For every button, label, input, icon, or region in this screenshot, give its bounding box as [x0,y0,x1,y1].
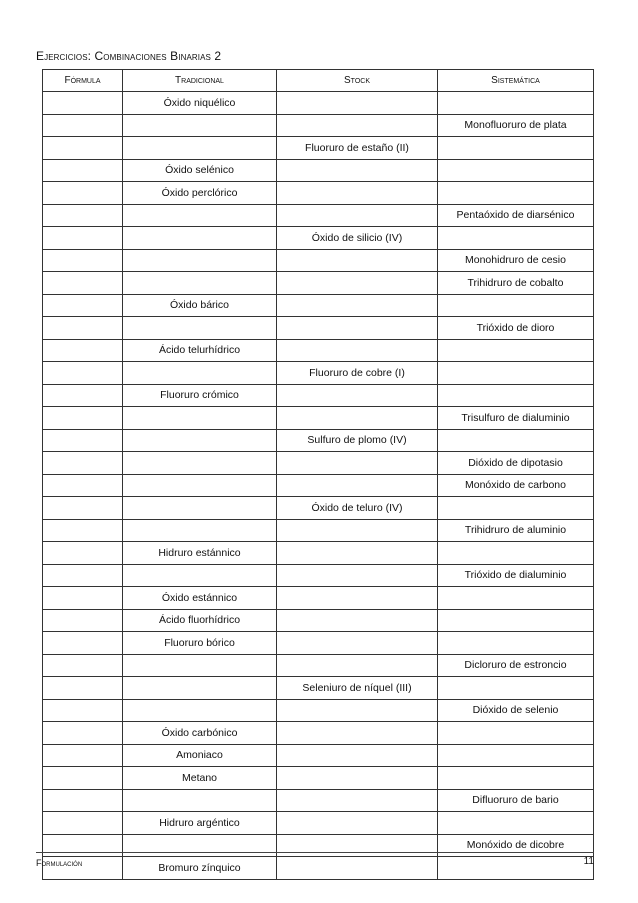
stock-cell [277,317,438,340]
sistematica-cell [438,609,594,632]
table-row [43,182,594,205]
formula-cell[interactable] [43,317,123,340]
table-row [43,204,594,227]
tradicional-cell [123,407,277,430]
formula-cell[interactable] [43,744,123,767]
table-row [43,519,594,542]
tradicional-cell: Óxido selénico [123,159,277,182]
stock-cell [277,632,438,655]
tradicional-cell [123,227,277,250]
stock-cell [277,519,438,542]
stock-cell [277,474,438,497]
header-formula: Fórmula [43,70,123,92]
formula-cell[interactable] [43,609,123,632]
sistematica-cell: Difluoruro de bario [438,789,594,812]
table-row [43,362,594,385]
tradicional-cell [123,699,277,722]
sistematica-cell [438,429,594,452]
sistematica-cell [438,812,594,835]
stock-cell [277,542,438,565]
stock-cell: Fluoruro de estaño (II) [277,137,438,160]
table-row [43,722,594,745]
tradicional-cell: Fluoruro bórico [123,632,277,655]
header-sistematica: Sistemática [438,70,594,92]
sistematica-cell: Trióxido de dioro [438,317,594,340]
formula-cell[interactable] [43,407,123,430]
tradicional-cell [123,249,277,272]
stock-cell [277,722,438,745]
table-row [43,744,594,767]
formula-cell[interactable] [43,654,123,677]
tradicional-cell [123,272,277,295]
formula-cell[interactable] [43,452,123,475]
table-row [43,812,594,835]
stock-cell [277,654,438,677]
stock-cell [277,834,438,857]
stock-cell [277,204,438,227]
formula-cell[interactable] [43,362,123,385]
sistematica-cell: Trióxido de dialuminio [438,564,594,587]
formula-cell[interactable] [43,114,123,137]
stock-cell [277,564,438,587]
table-row [43,587,594,610]
sistematica-cell [438,722,594,745]
formula-cell[interactable] [43,722,123,745]
sistematica-cell [438,632,594,655]
sistematica-cell: Monóxido de carbono [438,474,594,497]
table-row [43,699,594,722]
sistematica-cell: Dióxido de selenio [438,699,594,722]
tradicional-cell [123,429,277,452]
stock-cell [277,857,438,880]
stock-cell [277,182,438,205]
table-row [43,159,594,182]
stock-cell [277,812,438,835]
tradicional-cell [123,317,277,340]
tradicional-cell [123,564,277,587]
table-row [43,114,594,137]
header-stock: Stock [277,70,438,92]
sistematica-cell: Monohidruro de cesio [438,249,594,272]
sistematica-cell: Trisulfuro de dialuminio [438,407,594,430]
table-row [43,249,594,272]
sistematica-cell: Trihidruro de cobalto [438,272,594,295]
stock-cell [277,159,438,182]
formula-cell[interactable] [43,474,123,497]
sistematica-cell [438,137,594,160]
formula-cell[interactable] [43,699,123,722]
table-row [43,834,594,857]
sistematica-cell [438,587,594,610]
sistematica-cell [438,227,594,250]
formula-cell[interactable] [43,677,123,700]
sistematica-cell [438,294,594,317]
sistematica-cell [438,542,594,565]
sistematica-cell [438,182,594,205]
stock-cell [277,767,438,790]
tradicional-cell [123,519,277,542]
formula-cell[interactable] [43,632,123,655]
table-row [43,294,594,317]
formula-cell[interactable] [43,564,123,587]
tradicional-cell [123,497,277,520]
tradicional-cell [123,834,277,857]
formula-cell[interactable] [43,137,123,160]
table-row [43,632,594,655]
tradicional-cell [123,114,277,137]
formula-cell[interactable] [43,159,123,182]
stock-cell [277,699,438,722]
stock-cell [277,407,438,430]
sistematica-cell [438,362,594,385]
tradicional-cell: Óxido carbónico [123,722,277,745]
stock-cell [277,452,438,475]
table-row [43,474,594,497]
tradicional-cell: Óxido perclórico [123,182,277,205]
tradicional-cell: Amoniaco [123,744,277,767]
stock-cell [277,789,438,812]
formula-cell[interactable] [43,272,123,295]
tradicional-cell: Ácido fluorhídrico [123,609,277,632]
sistematica-cell: Dicloruro de estroncio [438,654,594,677]
tradicional-cell: Bromuro zínquico [123,857,277,880]
table-row [43,497,594,520]
tradicional-cell: Hidruro estánnico [123,542,277,565]
header-tradicional: Tradicional [123,70,277,92]
tradicional-cell: Óxido niquélico [123,92,277,115]
table-row [43,227,594,250]
tradicional-cell: Fluoruro crómico [123,384,277,407]
table-row [43,317,594,340]
tradicional-cell [123,677,277,700]
formula-cell[interactable] [43,249,123,272]
sistematica-cell [438,497,594,520]
page-title: Ejercicios: Combinaciones Binarias 2 [36,49,222,63]
table-row [43,92,594,115]
stock-cell [277,249,438,272]
table-row [43,609,594,632]
formula-cell[interactable] [43,497,123,520]
formula-cell[interactable] [43,587,123,610]
formula-cell[interactable] [43,294,123,317]
sistematica-cell [438,159,594,182]
tradicional-cell [123,789,277,812]
stock-cell [277,384,438,407]
sistematica-cell: Trihidruro de aluminio [438,519,594,542]
table-header-row [43,70,594,92]
formula-cell[interactable] [43,834,123,857]
formula-cell[interactable] [43,339,123,362]
formula-cell[interactable] [43,182,123,205]
tradicional-cell: Ácido telurhídrico [123,339,277,362]
stock-cell [277,587,438,610]
tradicional-cell [123,137,277,160]
sistematica-cell [438,744,594,767]
stock-cell [277,294,438,317]
stock-cell [277,339,438,362]
formula-cell[interactable] [43,429,123,452]
sistematica-cell [438,857,594,880]
stock-cell [277,114,438,137]
formula-cell[interactable] [43,789,123,812]
table-row [43,564,594,587]
table-row [43,654,594,677]
formula-cell[interactable] [43,204,123,227]
formula-cell[interactable] [43,542,123,565]
stock-cell: Seleniuro de níquel (III) [277,677,438,700]
tradicional-cell: Óxido estánnico [123,587,277,610]
stock-cell: Óxido de silicio (IV) [277,227,438,250]
stock-cell [277,272,438,295]
formula-cell[interactable] [43,92,123,115]
sistematica-cell [438,339,594,362]
exercise-table [42,69,594,880]
sistematica-cell [438,384,594,407]
sistematica-cell [438,677,594,700]
formula-cell[interactable] [43,227,123,250]
tradicional-cell: Metano [123,767,277,790]
tradicional-cell [123,362,277,385]
formula-cell[interactable] [43,767,123,790]
table-row [43,677,594,700]
stock-cell [277,744,438,767]
stock-cell: Sulfuro de plomo (IV) [277,429,438,452]
tradicional-cell [123,654,277,677]
tradicional-cell [123,204,277,227]
footer-section-label: Formulación [36,858,83,868]
stock-cell: Óxido de teluro (IV) [277,497,438,520]
tradicional-cell: Hidruro argéntico [123,812,277,835]
tradicional-cell [123,474,277,497]
sistematica-cell [438,92,594,115]
tradicional-cell: Óxido bárico [123,294,277,317]
formula-cell[interactable] [43,384,123,407]
footer-divider [36,852,594,853]
formula-cell[interactable] [43,519,123,542]
formula-cell[interactable] [43,812,123,835]
table-row [43,542,594,565]
table-row [43,272,594,295]
table-row [43,384,594,407]
tradicional-cell [123,452,277,475]
table-row [43,789,594,812]
sistematica-cell: Dióxido de dipotasio [438,452,594,475]
sistematica-cell: Monóxido de dicobre [438,834,594,857]
table-row [43,407,594,430]
stock-cell: Fluoruro de cobre (I) [277,362,438,385]
sistematica-cell: Monofluoruro de plata [438,114,594,137]
stock-cell [277,609,438,632]
sistematica-cell [438,767,594,790]
table-row [43,767,594,790]
table-row [43,452,594,475]
table-row [43,137,594,160]
page-number: 11 [583,856,594,867]
table-row [43,857,594,880]
table-row [43,429,594,452]
table-row [43,339,594,362]
stock-cell [277,92,438,115]
sistematica-cell: Pentaóxido de diarsénico [438,204,594,227]
